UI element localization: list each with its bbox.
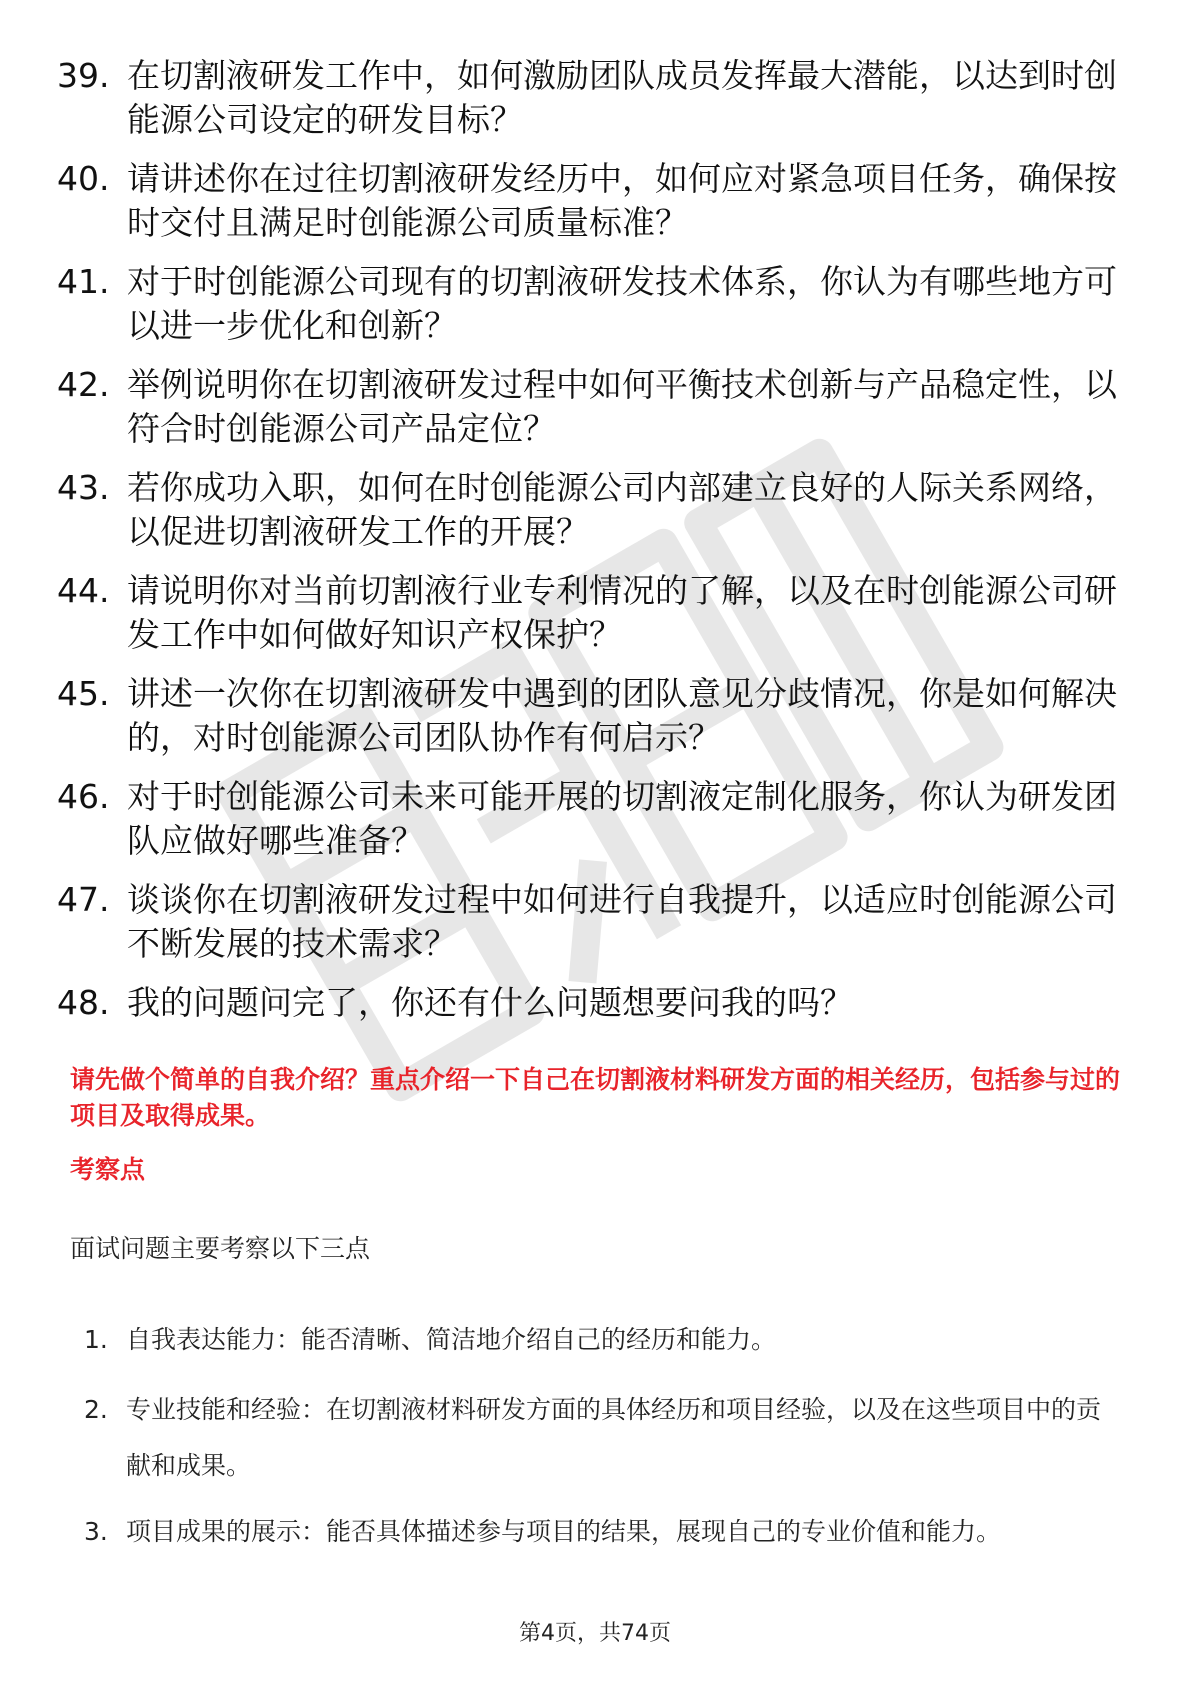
question-item [57,260,1137,348]
question-text: 对于时创能源公司未来可能开展的切割液定制化服务，你认为研发团队应做好哪些准备？ [127,777,1117,860]
question-text: 举例说明你在切割液研发过程中如何平衡技术创新与产品稳定性，以符合时创能源公司产品定位？ [127,365,1117,448]
question-item [57,878,1137,966]
question-text: 请讲述你在过往切割液研发经历中，如何应对紧急项目任务，确保按时交付且满足时创能源公司质量标准？ [127,159,1117,242]
evaluation-point [84,1312,1124,1368]
question-item [57,775,1137,863]
question-item [57,363,1137,451]
question-number: 41. [57,262,110,301]
focus-question: 请先做个简单的自我介绍？重点介绍一下自己在切割液材料研发方面的相关经历，包括参与过的项目及取得成果。 [70,1065,1121,1130]
question-number: 42. [57,365,110,404]
question-item [57,672,1137,760]
intro-text: 面试问题主要考察以下三点 [70,1234,371,1263]
evaluation-point [84,1382,1124,1494]
question-text: 谈谈你在切割液研发过程中如何进行自我提升，以适应时创能源公司不断发展的技术需求？ [127,880,1117,963]
question-number: 39. [57,56,110,95]
question-number: 47. [57,880,110,919]
point-number: 1. [84,1325,108,1354]
point-text: 自我表达能力：能否清晰、简洁地介绍自己的经历和能力。 [126,1325,777,1354]
question-number: 45. [57,674,110,713]
point-number: 3. [84,1517,108,1546]
section-title: 考察点 [70,1155,146,1184]
question-number: 40. [57,159,110,198]
question-number: 46. [57,777,110,816]
question-item [57,466,1137,554]
question-item [57,569,1137,657]
question-number: 44. [57,571,110,610]
question-number: 48. [57,983,110,1022]
point-text: 专业技能和经验：在切割液材料研发方面的具体经历和项目经验，以及在这些项目中的贡献和成果。 [126,1395,1102,1480]
evaluation-points-list [84,1312,1124,1570]
question-item [57,157,1137,245]
question-text: 在切割液研发工作中，如何激励团队成员发挥最大潜能，以达到时创能源公司设定的研发目标？ [127,56,1117,139]
question-text: 对于时创能源公司现有的切割液研发技术体系，你认为有哪些地方可以进一步优化和创新？ [127,262,1117,345]
question-item [57,54,1137,142]
point-text: 项目成果的展示：能否具体描述参与项目的结果，展现自己的专业价值和能力。 [126,1517,1002,1546]
page-footer: 第4页，共74页 [519,1621,671,1646]
question-text: 我的问题问完了，你还有什么问题想要问我的吗？ [127,983,853,1022]
question-item [57,981,1137,1025]
question-text: 若你成功入职，如何在时创能源公司内部建立良好的人际关系网络，以促进切割液研发工作的开展？ [127,468,1117,551]
question-number: 43. [57,468,110,507]
evaluation-point [84,1504,1124,1560]
question-text: 请说明你对当前切割液行业专利情况的了解，以及在时创能源公司研发工作中如何做好知识产权保护？ [127,571,1117,654]
question-list [57,54,1137,1040]
question-text: 讲述一次你在切割液研发中遇到的团队意见分歧情况，你是如何解决的，对时创能源公司团队协作有何启示？ [127,674,1117,757]
point-number: 2. [84,1395,108,1424]
